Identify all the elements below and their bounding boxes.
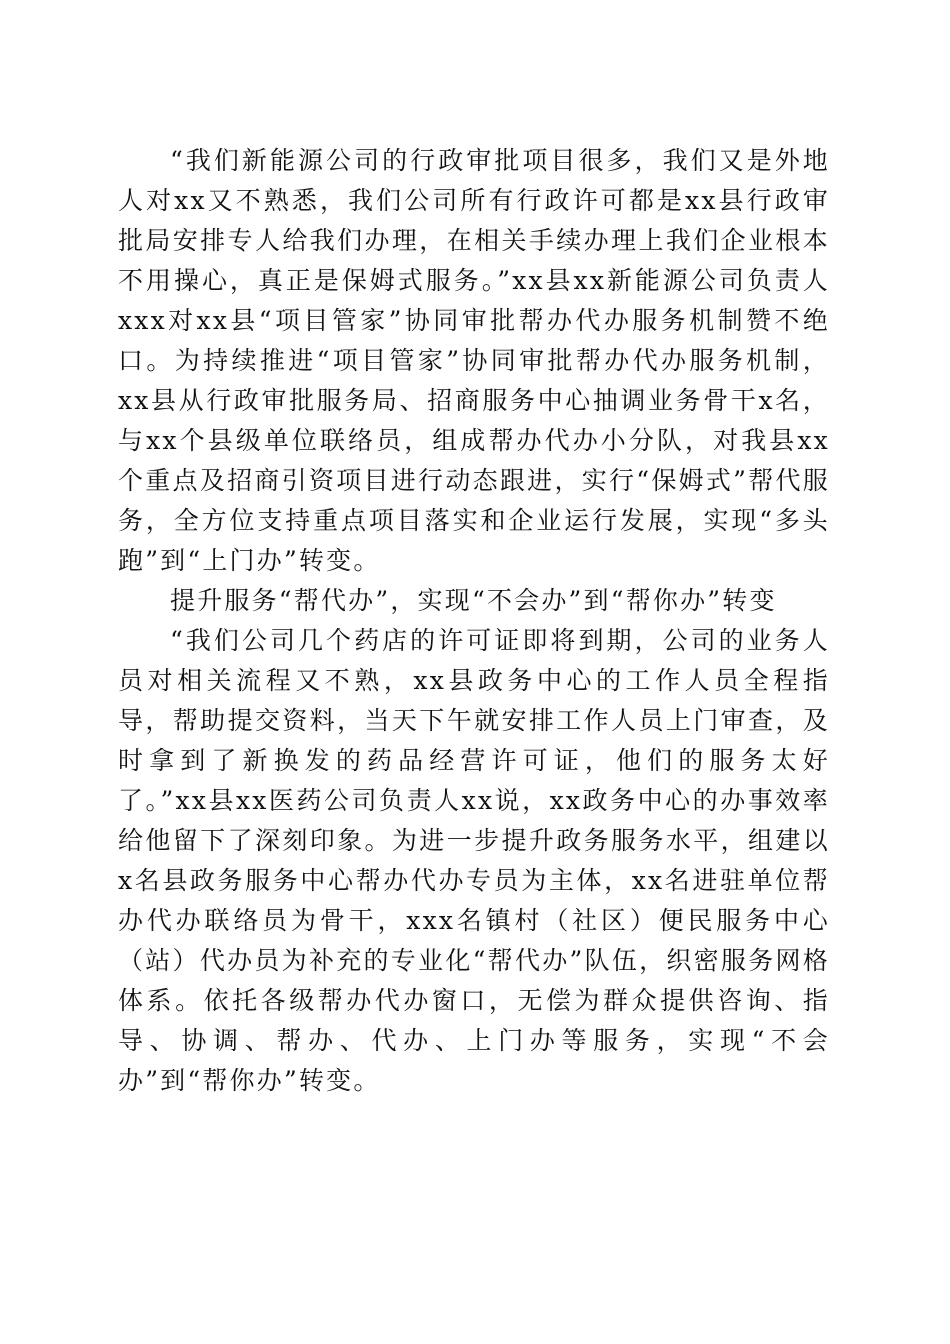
paragraph-project-steward: “我们新能源公司的行政审批项目很多，我们又是外地人对xx又不熟悉，我们公司所有行政许可都是xx县行政审批局安排专人给我们办理，在相关手续办理上我们企业根本不用操心，真正是保姆式服务。”xx县xx新能源公司负责人xxx对xx县“项目管家”协同审批帮办代办服务机制赞不绝口。为持续推进“项目管家”协同审批帮办代办服务机制，xx县从行政审批服务局、招商服务中心抽调业务骨干x名，与xx个县级单位联络员，组成帮办代办小分队，对我县xx个重点及招商引资项目进行动态跟进，实行“保姆式”帮代服务，全方位支持重点项目落实和企业运行发展，实现“多头跑”到“上门办”转变。 [118,146,830,575]
document-body [118,141,830,1101]
paragraph-pharmacy-license: “我们公司几个药店的许可证即将到期，公司的业务人员对相关流程又不熟，xx县政务中心的工作人员全程指导，帮助提交资料，当天下午就安排工作人员上门审查，及时拿到了新换发的药品经营许可证，他们的服务太好了。”xx县xx医药公司负责人xx说，xx政务中心的办事效率给他留下了深刻印象。为进一步提升政务服务水平，组建以x名县政务服务中心帮办代办专员为主体，xx名进驻单位帮办代办联络员为骨干，xxx名镇村（社区）便民服务中心（站）代办员为补充的专业化“帮代办”队伍，织密服务网格体系。依托各级帮办代办窗口，无偿为群众提供咨询、指导、协调、帮办、代办、上门办等服务，实现“不会办”到“帮你办”转变。 [118,626,830,1095]
section-heading-help-agency: 提升服务“帮代办”，实现“不会办”到“帮你办”转变 [170,586,777,615]
